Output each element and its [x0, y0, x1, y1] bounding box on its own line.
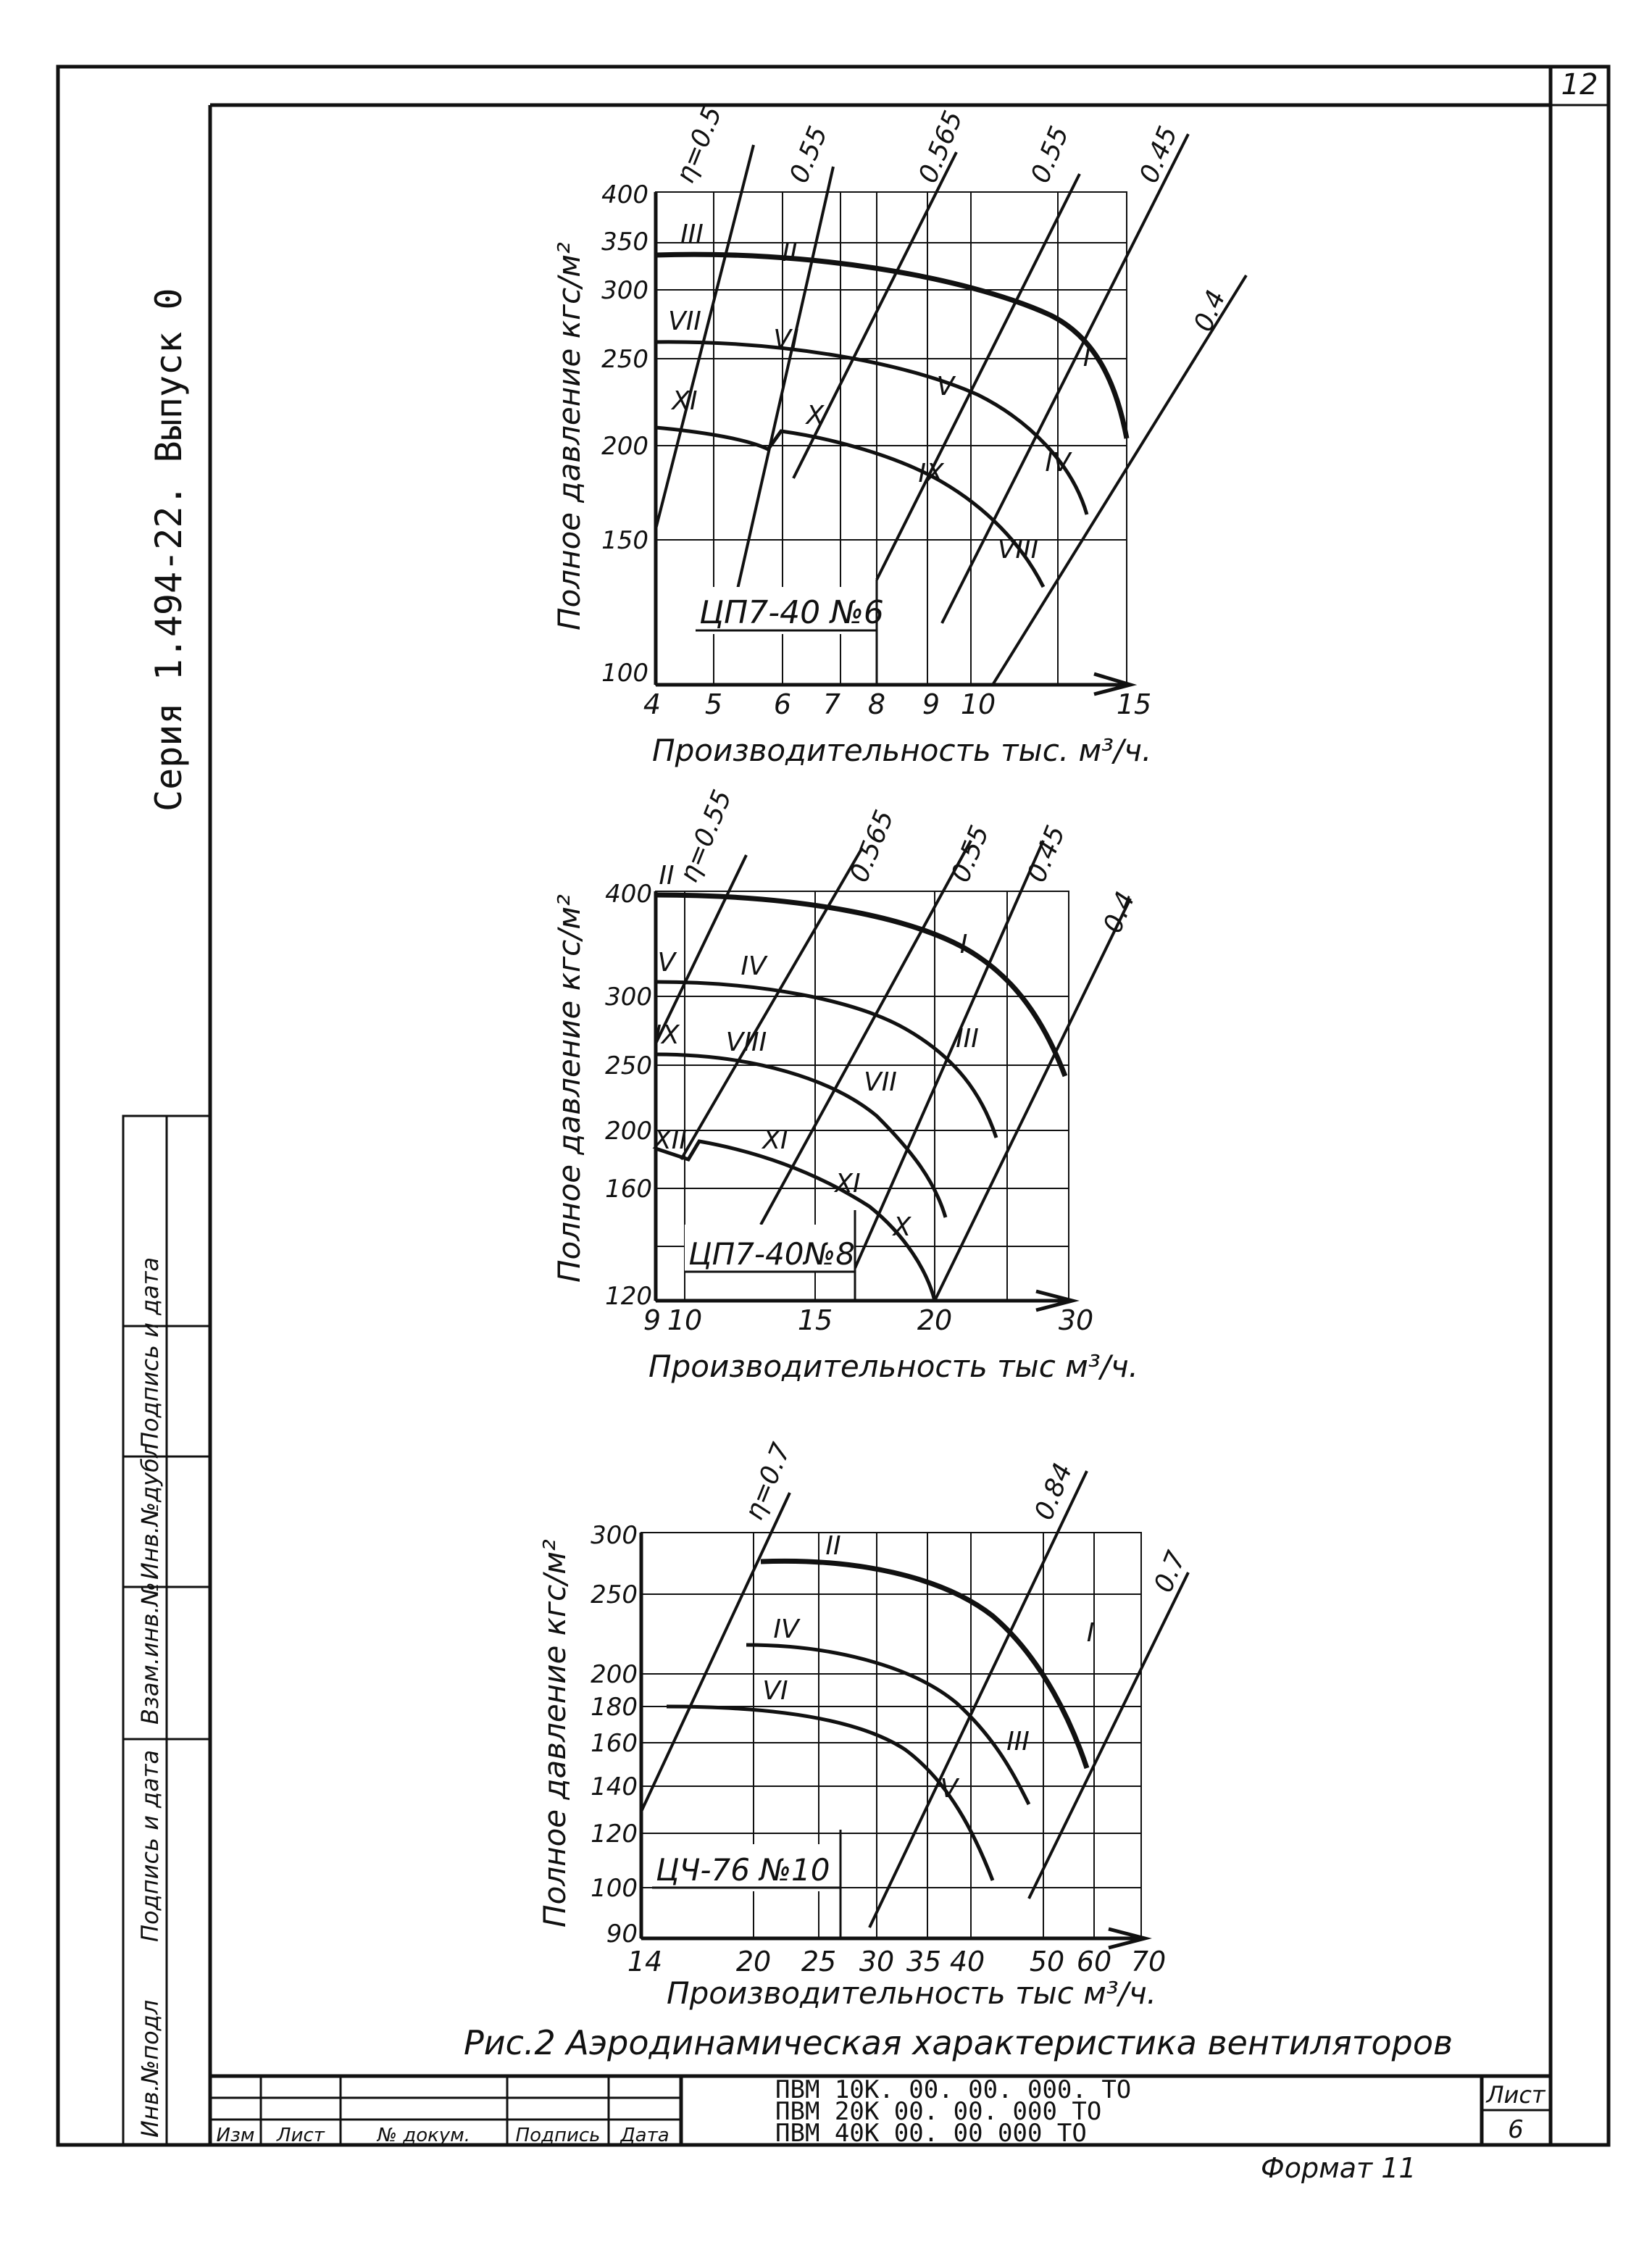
- chart3-eta-label: η=0.7: [739, 1438, 797, 1525]
- chart2-y-tick: 250: [605, 1051, 652, 1080]
- tb-designation-2: ПВМ 20К 00. 00. 000 ТО: [775, 2097, 1102, 2126]
- stamp-vzam-inv: Взам.инв.№: [136, 1582, 164, 1725]
- chart1-series-label: XI: [672, 386, 698, 416]
- chart1-y-tick: 100: [601, 659, 648, 688]
- chart1-x-tick: 7: [822, 688, 841, 720]
- chart3-x-tick: 40: [949, 1946, 985, 1978]
- tb-header-date: Дата: [620, 2125, 669, 2146]
- chart1-eta-label: 0.565: [913, 107, 969, 188]
- chart3-y-tick: 120: [591, 1820, 638, 1849]
- chart2-x-tick: 10: [667, 1304, 703, 1336]
- chart1-x-tick: 6: [773, 688, 792, 720]
- chart1-series-label: IX: [918, 459, 944, 488]
- chart2-xlabel: Производительность тыс м³/ч.: [648, 1349, 1138, 1384]
- chart2-eta-label: 0.4: [1098, 887, 1141, 938]
- chart2-series-label: IV: [741, 951, 767, 981]
- sheet-number-top: 12: [1561, 68, 1598, 101]
- chart2-series-label: I: [959, 930, 968, 959]
- chart3-x-tick: 60: [1076, 1946, 1112, 1978]
- stamp-inv-podl: Инв.№подл: [136, 1999, 164, 2138]
- chart1-eta-label: 0.45: [1134, 122, 1184, 188]
- chart1-y-tick: 300: [601, 276, 648, 305]
- chart1-series-label: II: [782, 238, 798, 267]
- stamp-inv-dubl: Инв.№дубл: [136, 1443, 164, 1580]
- format-label: Формат 11: [1261, 2152, 1417, 2184]
- chart-2-cp7-40-n8: [551, 786, 1141, 1384]
- chart3-series-label: IV: [773, 1614, 799, 1644]
- chart2-y-tick: 400: [605, 880, 652, 909]
- series-text: Серия 1.494-22. Выпуск 0: [148, 288, 190, 812]
- chart3-series-label: I: [1086, 1618, 1095, 1648]
- chart1-eta-line: [656, 145, 754, 529]
- chart1-eta-line: [942, 134, 1188, 623]
- chart3-xlabel: Производительность тыс м³/ч.: [667, 1975, 1156, 2011]
- chart1-x-tick: 9: [922, 688, 940, 720]
- chart3-ylabel: Полное давление кгс/м²: [537, 1539, 572, 1928]
- side-stamp: [123, 1116, 210, 2145]
- tb-header-sign: Подпись: [515, 2125, 601, 2146]
- chart1-series-label: VII: [668, 307, 701, 336]
- chart2-x-tick: 20: [917, 1304, 953, 1336]
- tb-header-list: Лист: [277, 2125, 325, 2146]
- chart3-series-label: VI: [762, 1676, 788, 1706]
- chart1-eta-line: [728, 167, 833, 630]
- chart2-y-tick: 300: [605, 983, 652, 1012]
- chart2-y-tick: 160: [605, 1175, 652, 1204]
- title-block: [210, 2075, 1551, 2148]
- chart1-curve-middle: [656, 342, 1087, 514]
- chart2-eta-label: η=0.55: [674, 785, 738, 887]
- chart2-x-tick: 15: [797, 1304, 833, 1336]
- chart1-xlabel: Производительность тыс. м³/ч.: [652, 733, 1152, 768]
- chart2-y-tick: 120: [605, 1282, 652, 1311]
- chart2-eta-label: 0.565: [844, 806, 900, 887]
- chart3-y-tick: 180: [591, 1693, 638, 1722]
- chart3-y-tick: 300: [591, 1521, 638, 1550]
- chart3-series-label: V: [940, 1774, 959, 1804]
- chart1-y-tick: 200: [601, 432, 648, 461]
- chart2-eta-label: 0.55: [946, 821, 996, 887]
- chart2-series-label: V: [657, 948, 676, 978]
- chart3-y-tick: 140: [591, 1772, 638, 1801]
- chart3-x-tick: 50: [1029, 1946, 1065, 1978]
- chart1-x-tick: 8: [867, 688, 886, 720]
- chart3-series-label: II: [825, 1531, 841, 1561]
- chart1-eta-label: η=0.5: [670, 101, 728, 188]
- chart3-curve-upper: [761, 1561, 1087, 1768]
- chart2-series-label: II: [659, 861, 675, 891]
- chart1-y-tick: 250: [601, 345, 648, 374]
- chart3-x-tick: 35: [906, 1946, 942, 1978]
- chart2-ylabel: Полное давление кгс/м²: [551, 894, 587, 1283]
- chart1-series-label: IV: [1045, 448, 1071, 478]
- tb-designation-1: ПВМ 10К. 00. 00. 000. ТО: [775, 2075, 1132, 2104]
- chart2-series-label: X: [893, 1212, 911, 1242]
- chart1-series-label: VI: [773, 325, 799, 354]
- tb-header-doc: № докум.: [377, 2125, 471, 2146]
- chart2-series-label: VII: [864, 1067, 897, 1097]
- tb-designation-3: ПВМ 40К 00. 00 000 ТО: [775, 2119, 1087, 2148]
- chart1-eta-label: 0.4: [1188, 286, 1232, 336]
- chart1-x-tick: 15: [1116, 688, 1152, 720]
- chart1-series-label: I: [1082, 343, 1091, 372]
- chart3-y-tick: 250: [591, 1580, 638, 1609]
- chart1-series-label: VIII: [997, 535, 1039, 564]
- chart1-series-label: III: [680, 220, 704, 249]
- chart3-curve-middle: [746, 1645, 1029, 1804]
- chart1-x-tick: 4: [643, 688, 662, 720]
- chart1-x-tick: 10: [960, 688, 996, 720]
- chart1-series-label: V: [936, 372, 955, 401]
- stamp-sign-date-1: Подпись и дата: [136, 1749, 164, 1942]
- chart3-x-tick: 70: [1130, 1946, 1167, 1978]
- chart2-series-label: XI: [835, 1169, 861, 1199]
- chart3-y-tick: 100: [591, 1874, 638, 1903]
- tb-list-label: Лист: [1486, 2081, 1545, 2109]
- chart1-series-label: X: [806, 401, 825, 430]
- chart1-y-tick: 400: [601, 180, 648, 209]
- tb-list-value: 6: [1508, 2115, 1524, 2144]
- chart2-series-label: III: [956, 1024, 979, 1054]
- chart3-y-tick: 90: [606, 1920, 638, 1949]
- chart2-y-tick: 200: [605, 1117, 652, 1146]
- chart2-series-label: XI: [762, 1125, 788, 1155]
- chart2-series-label: XII: [654, 1125, 687, 1155]
- chart3-eta-line: [1029, 1572, 1188, 1899]
- chart3-x-tick: 25: [801, 1946, 837, 1978]
- chart2-series-label: IX: [654, 1020, 680, 1050]
- chart1-eta-line: [877, 174, 1080, 580]
- tb-header-izm: Изм: [216, 2125, 255, 2146]
- chart2-eta-line: [855, 841, 1043, 1268]
- chart2-x-tick: 30: [1058, 1304, 1094, 1336]
- chart1-y-tick: 150: [601, 526, 648, 555]
- chart3-x-tick: 30: [859, 1946, 895, 1978]
- chart3-eta-label: 0.84: [1029, 1459, 1079, 1525]
- figure-caption: Рис.2 Аэродинамическая характеристика вентиляторов: [464, 2023, 1453, 2062]
- chart2-fan-label: ЦП7-40№8: [688, 1236, 855, 1272]
- chart3-series-label: III: [1006, 1727, 1030, 1756]
- chart3-eta-line: [869, 1471, 1087, 1928]
- chart1-x-tick: 5: [704, 688, 723, 720]
- chart3-y-tick: 200: [591, 1660, 638, 1689]
- chart-1-cp7-40-n6: [551, 102, 1246, 768]
- stamp-sign-date-2: Подпись и дата: [136, 1257, 164, 1449]
- chart1-fan-label: ЦП7-40 №6: [699, 594, 884, 631]
- chart1-ylabel: Полное давление кгс/м²: [551, 242, 587, 630]
- chart1-eta-label: 0.55: [1025, 122, 1075, 188]
- chart1-eta-label: 0.55: [784, 122, 834, 188]
- chart-3-cch-76-n10: [537, 1439, 1192, 2011]
- chart2-eta-label: 0.45: [1022, 821, 1072, 887]
- chart3-x-tick: 20: [735, 1946, 772, 1978]
- chart3-eta-label: 0.7: [1148, 1546, 1192, 1597]
- chart3-y-tick: 160: [591, 1729, 638, 1758]
- chart3-eta-line: [641, 1493, 790, 1812]
- chart2-series-label: VIII: [725, 1028, 767, 1057]
- chart2-curve-lower: [656, 1054, 946, 1217]
- chart3-x-tick: 14: [627, 1946, 663, 1978]
- chart2-x-tick: 9: [643, 1304, 662, 1336]
- chart1-y-tick: 350: [601, 228, 648, 257]
- chart3-fan-label: ЦЧ-76 №10: [656, 1852, 830, 1888]
- chart1-eta-line: [993, 275, 1246, 685]
